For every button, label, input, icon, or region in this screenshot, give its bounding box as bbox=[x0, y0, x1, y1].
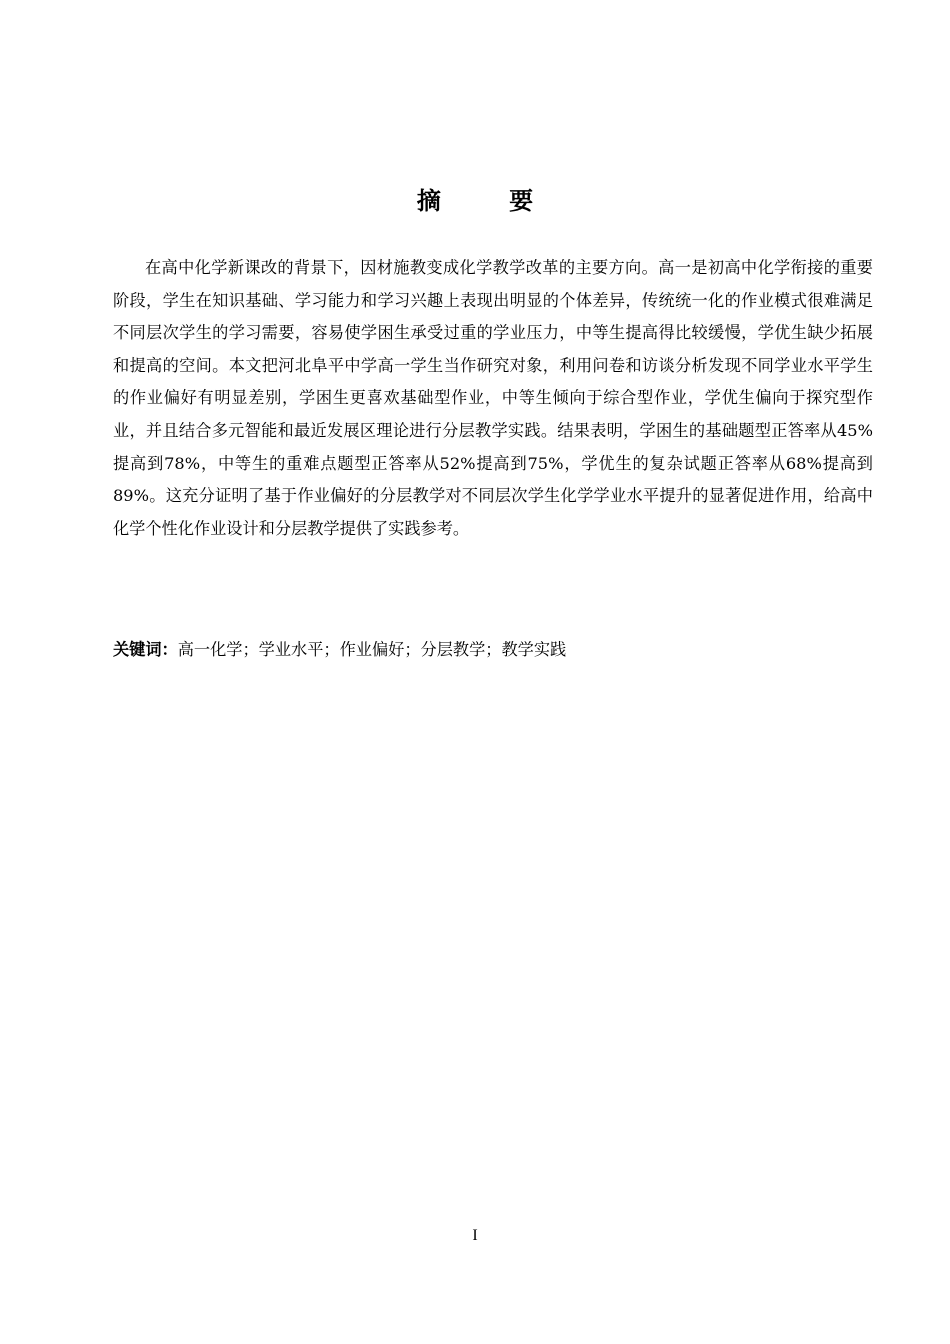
keywords-line bbox=[113, 634, 873, 666]
keywords-list: 高一化学；学业水平；作业偏好；分层教学；教学实践 bbox=[177, 640, 567, 659]
abstract-body: 在高中化学新课改的背景下，因材施教变成化学教学改革的主要方向。高一是初高中化学衔接的重要阶段，学生在知识基础、学习能力和学习兴趣上表现出明显的个体差异，传统统一化的作业模式很难满足不同层次学生的学习需要，容易使学困生承受过重的学业压力，中等生提高得比较缓慢，学优生缺少拓展和提高的空间。本文把河北阜平中学高一学生当作研究对象，利用问卷和访谈分析发现不同学业水平学生的作业偏好有明显差别，学困生更喜欢基础型作业，中等生倾向于综合型作业，学优生偏向于探究型作业，并且结合多元智能和最近发展区理论进行分层教学实践。结果表明，学困生的基础题型正答率从45%提高到78%，中等生的重难点题型正答率从52%提高到75%，学优生的复杂试题正答率从68%提高到89%。这充分证明了基于作业偏好的分层教学对不同层次学生化学学业水平提升的显著促进作用，给高中化学个性化作业设计和分层教学提供了实践参考。 bbox=[113, 258, 873, 538]
keywords-label: 关键词： bbox=[113, 640, 178, 659]
abstract-title: 摘 要 bbox=[416, 187, 564, 215]
page-number: I bbox=[472, 1227, 478, 1244]
